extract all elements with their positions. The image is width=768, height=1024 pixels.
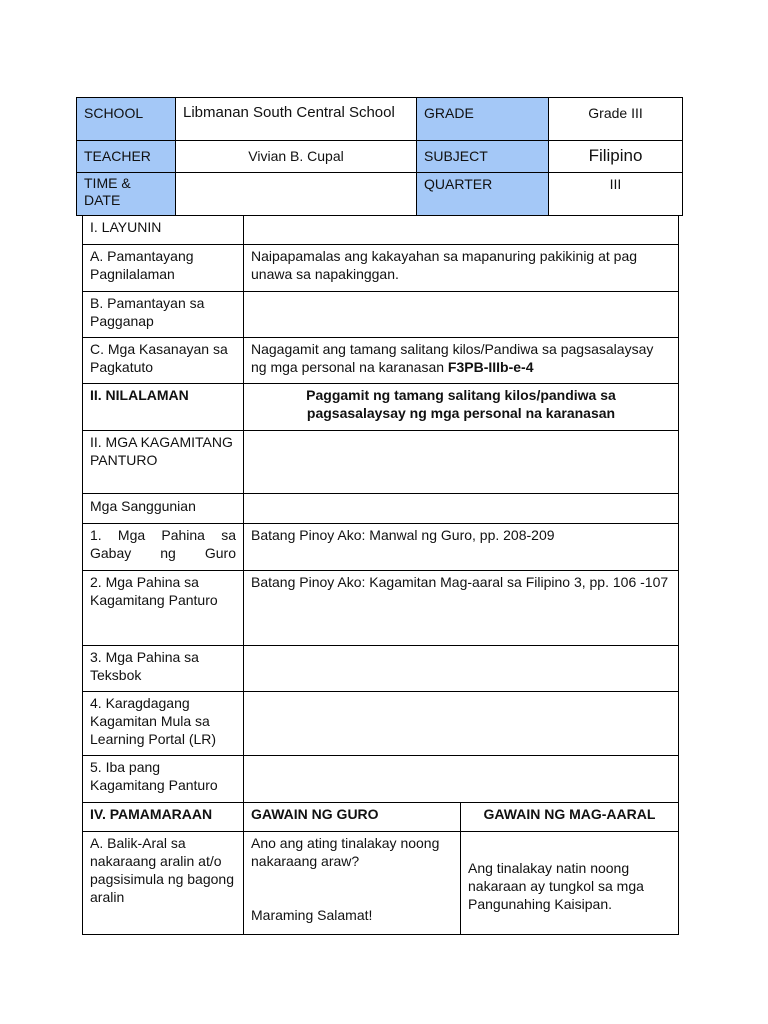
quarter-label-cell bbox=[416, 172, 549, 216]
layunin-value-cell bbox=[243, 215, 679, 245]
kasanayan-code: F3PB-IIIb-e-4 bbox=[447, 359, 534, 375]
pamantayang-value-cell bbox=[243, 244, 679, 292]
teksbok-label-cell bbox=[82, 645, 244, 692]
pagganap-label-cell bbox=[82, 291, 244, 338]
nilalaman-value: Paggamit ng tamang salitang kilos/pandiwa sa pagsasalaysay ng mga personal na karanasan bbox=[306, 387, 616, 421]
sanggunian-label: Mga Sanggunian bbox=[90, 498, 196, 514]
kasanayan-label: C. Mga Kasanayan sa Pagkatuto bbox=[90, 341, 228, 375]
pagganap-value-cell bbox=[243, 291, 679, 338]
date-label: DATE bbox=[84, 192, 121, 208]
magaaral-content-cell bbox=[460, 831, 679, 935]
pamantayang-value: Naipapamalas ang kakayahan sa mapanuring pakikinig at pag unawa sa napakinggan. bbox=[251, 248, 638, 282]
pamamaraan-label: IV. PAMAMARAAN bbox=[90, 806, 213, 822]
teacher-value: Vivian B. Cupal bbox=[248, 148, 344, 164]
sanggunian-value-cell bbox=[243, 493, 679, 524]
magaaral-header: GAWAIN NG MAG-AARAL bbox=[483, 806, 656, 822]
layunin-label: I. LAYUNIN bbox=[90, 219, 162, 235]
sanggunian-label-cell bbox=[82, 493, 244, 524]
pamantayang-label: A. Pamantayang Pagnilalaman bbox=[90, 248, 194, 282]
kagamitang-label: II. MGA KAGAMITANG PANTURO bbox=[90, 434, 233, 468]
guro-content-cell bbox=[243, 831, 461, 935]
subject-value: Filipino bbox=[588, 146, 643, 165]
grade-value: Grade III bbox=[588, 105, 643, 121]
subject-label-cell bbox=[416, 140, 549, 173]
gabay-label: 1. Mga Pahina sa Gabay ng Guro bbox=[90, 527, 236, 561]
magaaral-answer: Ang tinalakay natin noong nakaraan ay tungkol sa mga Pangunahing Kaisipan. bbox=[468, 860, 644, 912]
karagdagang-label: 4. Karagdagang Kagamitan Mula sa Learning Portal (LR) bbox=[90, 695, 217, 747]
gabay-label-cell bbox=[82, 523, 244, 571]
balik-label: A. Balik-Aral sa nakaraang aralin at/o pagsisimula ng bagong aralin bbox=[90, 835, 234, 905]
quarter-value-cell bbox=[548, 172, 683, 216]
teacher-label: TEACHER bbox=[84, 148, 151, 164]
quarter-label: QUARTER bbox=[424, 176, 493, 192]
kasanayan-value: Nagagamit ang tamang salitang kilos/Pandiwa sa pagsasalaysay ng mga personal na karanasan bbox=[251, 341, 654, 375]
kagamitang-label-cell bbox=[82, 430, 244, 494]
kasanayan-value-cell bbox=[243, 337, 679, 384]
balik-label-cell bbox=[82, 831, 244, 935]
quarter-value: III bbox=[609, 176, 622, 192]
subject-label: SUBJECT bbox=[424, 148, 488, 164]
pahina-kagamitan-label-cell bbox=[82, 570, 244, 646]
school-value: Libmanan South Central School bbox=[183, 104, 395, 121]
pamamaraan-label-cell bbox=[82, 802, 244, 832]
guro-thanks: Maraming Salamat! bbox=[251, 907, 373, 923]
iba-value-cell bbox=[243, 755, 679, 803]
school-value-cell bbox=[175, 97, 417, 141]
time-label: TIME & bbox=[84, 175, 131, 191]
guro-header: GAWAIN NG GURO bbox=[251, 806, 379, 822]
grade-label-cell bbox=[416, 97, 549, 141]
kasanayan-label-cell bbox=[82, 337, 244, 384]
gabay-value-cell bbox=[243, 523, 679, 571]
school-label-cell bbox=[76, 97, 176, 141]
gabay-value: Batang Pinoy Ako: Manwal ng Guro, pp. 208-209 bbox=[251, 527, 555, 543]
teksbok-label: 3. Mga Pahina sa Teksbok bbox=[90, 649, 199, 683]
teacher-label-cell bbox=[76, 140, 176, 173]
kagamitang-value-cell bbox=[243, 430, 679, 494]
pahina-kagamitan-label: 2. Mga Pahina sa Kagamitang Panturo bbox=[90, 574, 218, 608]
grade-label: GRADE bbox=[424, 105, 474, 121]
magaaral-header-cell bbox=[460, 802, 679, 832]
time-date-value-cell bbox=[175, 172, 417, 216]
subject-value-cell bbox=[548, 140, 683, 173]
layunin-label-cell bbox=[82, 215, 244, 245]
school-label: SCHOOL bbox=[84, 105, 144, 121]
pagganap-label: B. Pamantayan sa Pagganap bbox=[90, 295, 205, 329]
teacher-value-cell bbox=[175, 140, 417, 173]
time-date-label-cell bbox=[76, 172, 176, 216]
nilalaman-label: II. NILALAMAN bbox=[90, 387, 189, 403]
iba-label-cell bbox=[82, 755, 244, 803]
pahina-kagamitan-value-cell bbox=[243, 570, 679, 646]
pahina-kagamitan-value: Batang Pinoy Ako: Kagamitan Mag-aaral sa Filipino 3, pp. 106 -107 bbox=[251, 574, 669, 590]
iba-label: 5. Iba pang Kagamitang Panturo bbox=[90, 759, 218, 793]
guro-header-cell bbox=[243, 802, 461, 832]
grade-value-cell bbox=[548, 97, 683, 141]
karagdagang-value-cell bbox=[243, 691, 679, 756]
guro-question: Ano ang ating tinalakay noong nakaraang araw? bbox=[251, 835, 440, 869]
pamantayang-label-cell bbox=[82, 244, 244, 292]
nilalaman-label-cell bbox=[82, 383, 244, 431]
karagdagang-label-cell bbox=[82, 691, 244, 756]
teksbok-value-cell bbox=[243, 645, 679, 692]
nilalaman-value-cell bbox=[243, 383, 679, 431]
